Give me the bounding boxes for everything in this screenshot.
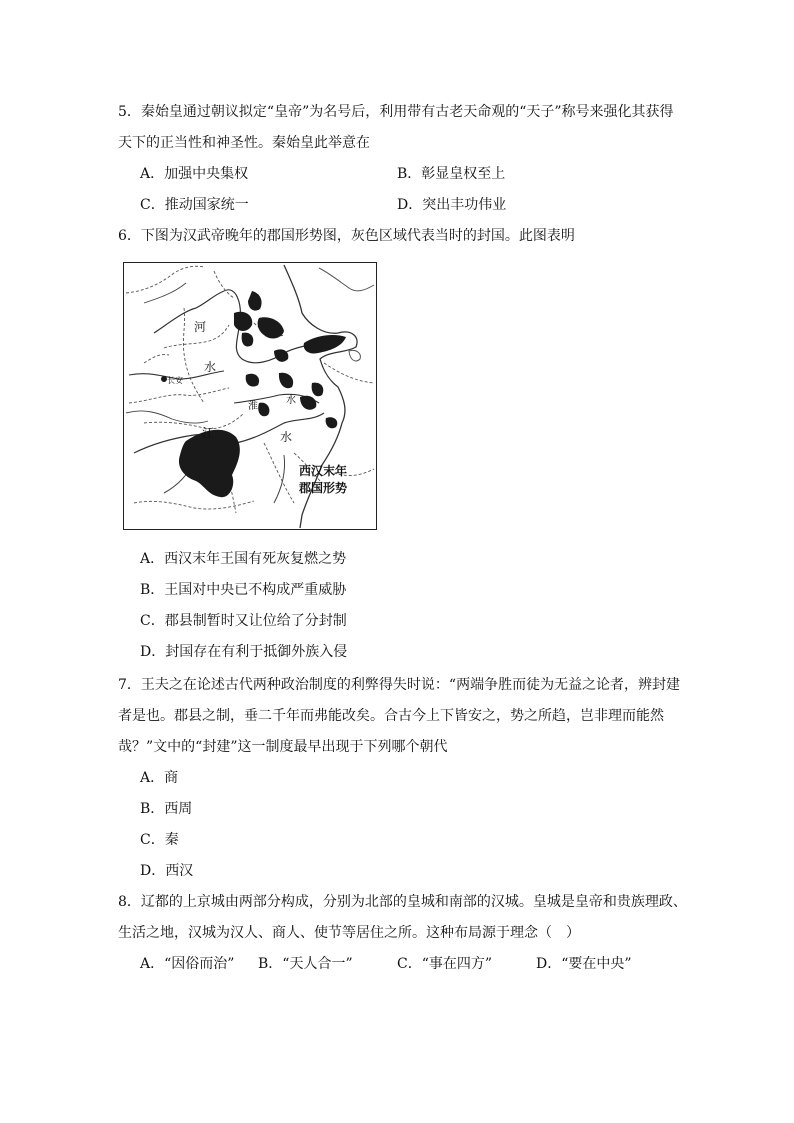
q7-option-d: D．西汉 <box>140 863 194 879</box>
q6-option-c: C．郡县制暂时又让位给了分封制 <box>140 613 347 629</box>
q7-option-b: B．西周 <box>140 801 193 817</box>
q7-stem-line3: 哉？”文中的“封建”这一制度最早出现于下列哪个朝代 <box>118 739 448 755</box>
fiefdom-north-1 <box>248 291 262 311</box>
label-shui-3: 水 <box>280 430 293 444</box>
q6-option-d: D．封国存在有利于抵御外族入侵 <box>140 644 348 660</box>
q8-option-c: C．“事在四方” <box>397 956 493 972</box>
label-jiang: 江 <box>202 426 215 440</box>
q8-stem-line1: 8．辽都的上京城由两部分构成，分别为北部的皇城和南部的汉城。皇城是皇帝和贵族理政、 <box>118 894 687 910</box>
fiefdom-center-2 <box>274 349 288 361</box>
q7-stem-line1: 7．王夫之在论述古代两种政治制度的利弊得失时说：“两端争胜而徒为无益之论者，辨封建 <box>118 677 681 693</box>
river-5 <box>274 455 285 503</box>
q6-stem: 6．下图为汉武帝晚年的郡国形势图，灰色区域代表当时的封国。此图表明 <box>118 228 575 244</box>
fiefdom-huai-2 <box>326 417 338 428</box>
fiefdom-center-4 <box>279 373 293 389</box>
label-changan: 长安 <box>167 376 183 385</box>
fiefdom-east-2 <box>300 396 316 410</box>
q8-stem-line2: 生活之地，汉城为汉人、商人、使节等居住之所。这种布局源于理念（ ） <box>118 925 580 941</box>
fiefdom-center-1 <box>242 333 254 347</box>
q7-option-c: C．秦 <box>140 832 179 848</box>
q6-option-b: B．王国对中央已不构成严重威胁 <box>140 582 347 598</box>
peninsula <box>319 268 374 291</box>
q5-option-b: B．彰显皇权至上 <box>397 166 506 182</box>
han-commanderies-map <box>123 262 377 530</box>
fiefdom-center-3 <box>246 374 259 387</box>
label-shui-2: 水 <box>286 395 296 406</box>
q5-option-a: A．加强中央集权 <box>140 166 249 182</box>
label-huai: 淮 <box>248 401 258 412</box>
label-shui-1: 水 <box>204 360 217 374</box>
q8-option-d: D．“要在中央” <box>536 956 632 972</box>
map-title-line2: 郡国形势 <box>299 481 348 495</box>
fiefdom-north-3 <box>258 317 284 338</box>
map-graphic <box>124 263 375 528</box>
q5-stem-line2: 天下的正当性和神圣性。秦始皇此举意在 <box>118 135 370 151</box>
fiefdom-shandong <box>304 335 346 354</box>
q7-stem-line2: 者是也。郡县之制，垂二千年而弗能改矣。合古今上下皆安之，势之所趋，岂非理而能然 <box>118 708 664 724</box>
q6-option-a: A．西汉末年王国有死灰复燃之势 <box>140 551 347 567</box>
q5-stem-line1: 5．秦始皇通过朝议拟定“皇帝”为名号后，利用带有古老天命观的“天子”称号来强化其获得 <box>118 104 674 120</box>
q5-option-d: D．突出丰功伟业 <box>397 197 507 213</box>
fiefdom-huai-1 <box>258 403 269 417</box>
river-7 <box>126 411 208 423</box>
map-title-line1: 西汉末年 <box>299 464 348 478</box>
river-6 <box>144 283 186 303</box>
q8-option-b: B．“天人合一” <box>258 956 353 972</box>
island <box>349 350 360 360</box>
fiefdom-east-1 <box>312 383 324 397</box>
q5-option-c: C．推动国家统一 <box>140 197 249 213</box>
q8-option-a: A．“因俗而治” <box>140 956 235 972</box>
fiefdom-north-2 <box>234 312 252 331</box>
label-he: 河 <box>194 320 207 334</box>
q7-option-a: A．商 <box>140 770 179 786</box>
